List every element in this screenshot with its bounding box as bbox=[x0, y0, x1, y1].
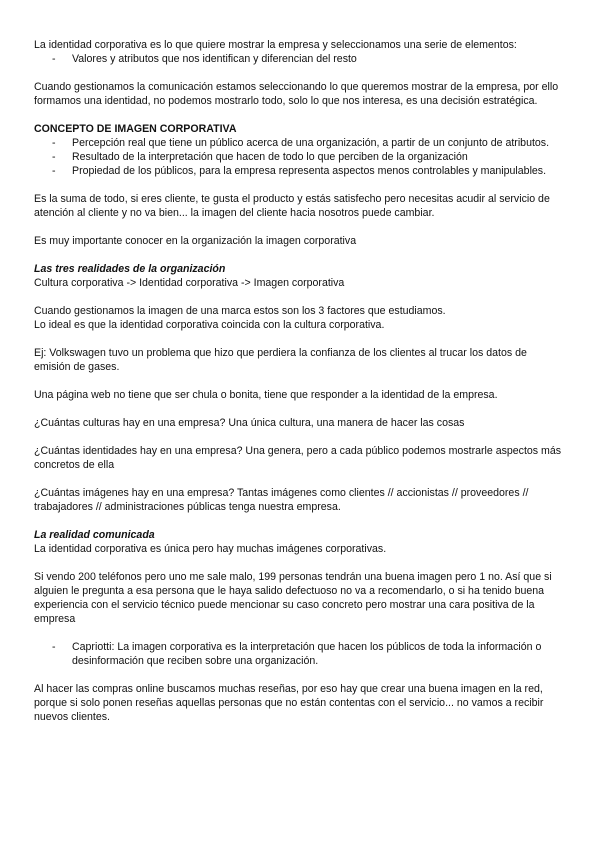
list-item bbox=[34, 52, 566, 66]
paragraph-telefonos: Si vendo 200 teléfonos pero uno me sale malo, 199 personas tendrán una buena imagen pero 1 no. Así que si alguien le pregunta a esa persona que le haya salido defectuoso no va a recomendarlo, o si ha tenido buena experiencia con el servicio técnico puede mencionar su caso concreto pero mostrar una cara positiva de la empresa bbox=[34, 571, 552, 625]
paragraph-identidades: ¿Cuántas identidades hay en una empresa? Una genera, pero a cada público podemos mostrarle aspectos más concretos de ella bbox=[34, 445, 562, 471]
comunicada-line: La identidad corporativa es única pero hay muchas imágenes corporativas. bbox=[34, 543, 387, 555]
paragraph-web: Una página web no tiene que ser chula o bonita, tiene que responder a la identidad de la empresa. bbox=[34, 389, 498, 401]
realidades-line: Cultura corporativa -> Identidad corporativa -> Imagen corporativa bbox=[34, 277, 345, 289]
list-item bbox=[34, 164, 566, 178]
dash-marker: - bbox=[52, 53, 56, 65]
dash-marker: - bbox=[52, 165, 56, 177]
list-item-text: Capriotti: La imagen corporativa es la interpretación que hacen los públicos de toda la información o desinformación que reciben sobre una organización. bbox=[72, 641, 542, 667]
list-item-text: Percepción real que tiene un público acerca de una organización, a partir de un conjunto de atributos. bbox=[72, 137, 550, 149]
heading-concepto: CONCEPTO DE IMAGEN CORPORATIVA bbox=[34, 123, 237, 135]
list-item-text: Valores y atributos que nos identifican y diferencian del resto bbox=[72, 53, 357, 65]
list-item bbox=[34, 136, 566, 150]
paragraph-imagenes: ¿Cuántas imágenes hay en una empresa? Tantas imágenes como clientes // accionistas // proveedores // trabajadores // administraciones públicas tenga nuestra empresa. bbox=[34, 487, 529, 513]
dash-marker: - bbox=[52, 151, 56, 163]
intro-paragraph: La identidad corporativa es lo que quiere mostrar la empresa y seleccionamos una serie de elementos: bbox=[34, 39, 517, 51]
list-item-text: Resultado de la interpretación que hacen de todo lo que perciben de la organización bbox=[72, 151, 468, 163]
dash-marker: - bbox=[52, 641, 56, 653]
heading-realidades: Las tres realidades de la organización bbox=[34, 263, 226, 275]
paragraph-suma: Es la suma de todo, si eres cliente, te gusta el producto y estás satisfecho pero necesitas acudir al servicio de atención al cliente y no va bien... la imagen del cliente hacia nosotros puede cambiar. bbox=[34, 193, 550, 219]
paragraph-factores-1: Cuando gestionamos la imagen de una marca estos son los 3 factores que estudiamos. bbox=[34, 305, 446, 317]
paragraph-ejemplo: Ej: Volkswagen tuvo un problema que hizo que perdiera la confianza de los clientes al trucar los datos de emisión de gases. bbox=[34, 347, 527, 373]
heading-comunicada: La realidad comunicada bbox=[34, 529, 155, 541]
intro-list bbox=[34, 52, 566, 66]
paragraph-culturas: ¿Cuántas culturas hay en una empresa? Una única cultura, una manera de hacer las cosas bbox=[34, 417, 465, 429]
list-item bbox=[34, 640, 566, 668]
concepto-list bbox=[34, 136, 566, 178]
paragraph-factores-2: Lo ideal es que la identidad corporativa coincida con la cultura corporativa. bbox=[34, 319, 385, 331]
list-item-text: Propiedad de los públicos, para la empresa representa aspectos menos controlables y manipulables. bbox=[72, 165, 547, 177]
paragraph-compras: Al hacer las compras online buscamos muchas reseñas, por eso hay que crear una buena imagen en la red, porque si solo ponen reseñas aquellas personas que no están contentas con el servicio... no vamos a recibir nuevos clientes. bbox=[34, 683, 544, 723]
capriotti-list bbox=[34, 640, 566, 668]
dash-marker: - bbox=[52, 137, 56, 149]
list-item bbox=[34, 150, 566, 164]
paragraph-importante: Es muy importante conocer en la organización la imagen corporativa bbox=[34, 235, 357, 247]
paragraph-gestion: Cuando gestionamos la comunicación estamos seleccionando lo que queremos mostrar de la empresa, por ello formamos una identidad, no podemos mostrarlo todo, solo lo que nos interesa, es una decisión estratégica. bbox=[34, 81, 559, 107]
